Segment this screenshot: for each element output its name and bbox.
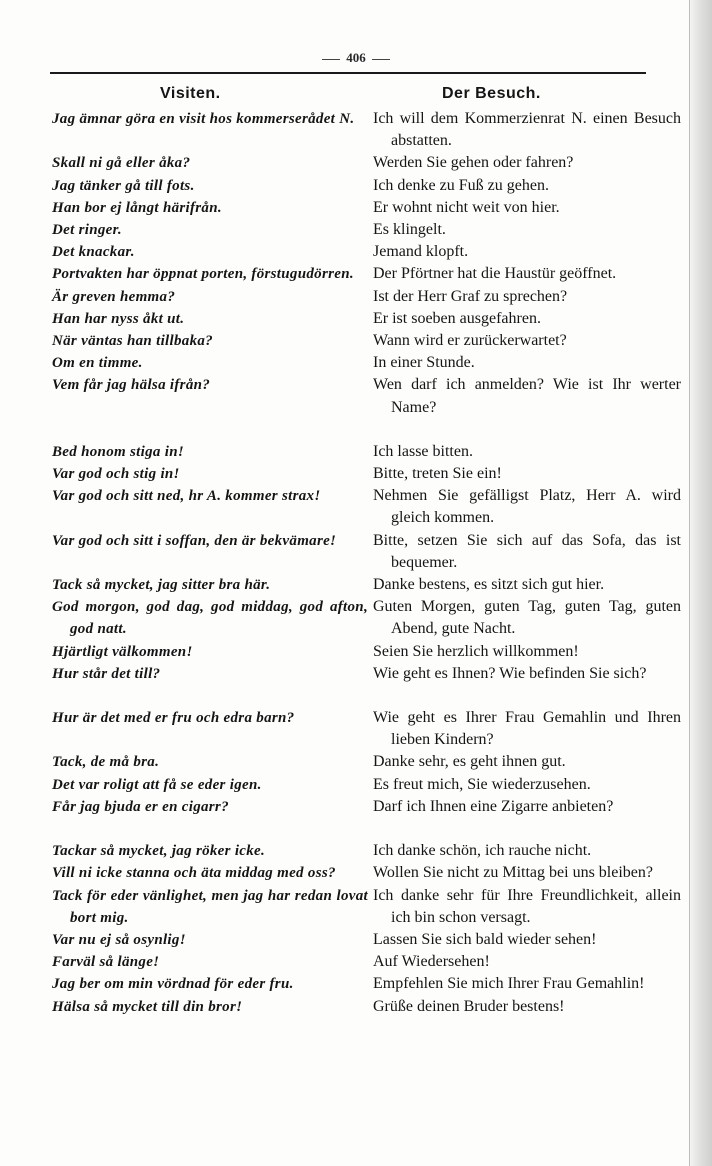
- swedish-phrase: God morgon, god dag, god middag, god afton, god natt.: [52, 599, 368, 638]
- german-phrase: Wollen Sie nicht zu Mittag bei uns bleiben?: [373, 864, 653, 882]
- phrase-row: [52, 929, 652, 951]
- phrase-row: [52, 263, 652, 285]
- german-phrase: Wann wird er zurückerwartet?: [373, 332, 567, 350]
- german-phrase: Ich lasse bitten.: [373, 442, 473, 460]
- phrase-row: [52, 330, 652, 352]
- german-phrase: Es freut mich, Sie wiederzusehen.: [373, 775, 591, 793]
- swedish-phrase: Det knackar.: [52, 244, 135, 261]
- page-edge: [689, 0, 712, 1166]
- phrase-row: [52, 707, 681, 751]
- swedish-column-heading: Visiten.: [160, 85, 221, 102]
- german-phrase: Wie geht es Ihnen? Wie befinden Sie sich?: [373, 664, 647, 682]
- phrase-row: [52, 175, 652, 197]
- swedish-phrase: Tack för eder vänlighet, men jag har redan lovat bort mig.: [52, 887, 368, 926]
- phrase-row: [52, 663, 652, 685]
- german-phrase: Er wohnt nicht weit von hier.: [373, 198, 560, 216]
- phrase-row: [52, 596, 681, 640]
- swedish-phrase: Jag tänker gå till fots.: [52, 177, 195, 194]
- swedish-phrase: Tackar så mycket, jag röker icke.: [52, 843, 266, 860]
- swedish-phrase: Det var roligt att få se eder igen.: [52, 776, 262, 793]
- german-phrase: Grüße deinen Bruder bestens!: [373, 997, 565, 1015]
- german-phrase: Ist der Herr Graf zu sprechen?: [373, 287, 568, 305]
- phrase-row: [52, 352, 652, 374]
- swedish-phrase: Hjärtligt välkommen!: [52, 643, 193, 660]
- phrase-row: [52, 862, 652, 884]
- german-phrase: Jemand klopft.: [373, 243, 469, 261]
- swedish-phrase: Hur står det till?: [52, 665, 161, 682]
- page-number-dash-left: [322, 59, 340, 60]
- german-phrase: Ich will dem Kommerzienrat N. einen Besuch abstatten.: [373, 110, 681, 150]
- german-phrase: Es klingelt.: [373, 221, 446, 239]
- german-phrase: Bitte, setzen Sie sich auf das Sofa, das ist bequemer.: [373, 531, 681, 571]
- german-phrase: Er ist soeben ausgefahren.: [373, 309, 541, 327]
- german-column-heading: Der Besuch.: [442, 85, 541, 102]
- swedish-phrase: Hälsa så mycket till din bror!: [52, 998, 243, 1015]
- swedish-phrase: Farväl så länge!: [52, 954, 160, 971]
- german-phrase: Bitte, treten Sie ein!: [373, 465, 502, 483]
- german-phrase: Guten Morgen, guten Tag, guten Tag, guten Abend, gute Nacht.: [373, 598, 681, 638]
- phrase-row: [52, 219, 652, 241]
- phrase-row: [52, 774, 652, 796]
- header-rule: [50, 72, 646, 74]
- german-phrase: Der Pförtner hat die Haustür geöffnet.: [373, 265, 617, 283]
- page-number: [0, 50, 712, 66]
- swedish-phrase: Hur är det med er fru och edra barn?: [52, 710, 295, 727]
- swedish-phrase: Får jag bjuda er en cigarr?: [52, 798, 229, 815]
- phrase-row: [52, 374, 681, 418]
- phrase-row: [52, 197, 652, 219]
- phrase-row: [52, 530, 681, 574]
- phrase-row: [52, 441, 652, 463]
- german-phrase: Auf Wiedersehen!: [373, 953, 490, 971]
- phrase-row: [52, 108, 681, 152]
- swedish-phrase: Det ringer.: [52, 222, 122, 239]
- swedish-phrase: Vem får jag hälsa ifrån?: [52, 377, 211, 394]
- phrase-row: [52, 152, 652, 174]
- swedish-phrase: Vill ni icke stanna och äta middag med oss?: [52, 865, 336, 882]
- german-phrase: Wie geht es Ihrer Frau Gemahlin und Ihren lieben Kindern?: [373, 709, 681, 749]
- phrase-list: [52, 108, 681, 1018]
- phrase-row: [52, 485, 681, 529]
- german-phrase: Darf ich Ihnen eine Zigarre anbieten?: [373, 797, 614, 815]
- page-number-text: 406: [346, 50, 366, 65]
- phrase-row: [52, 574, 652, 596]
- swedish-phrase: Tack så mycket, jag sitter bra här.: [52, 577, 271, 594]
- phrase-row: [52, 796, 652, 818]
- phrase-row: [52, 951, 652, 973]
- german-phrase: Lassen Sie sich bald wieder sehen!: [373, 930, 597, 948]
- german-phrase: Ich danke schön, ich rauche nicht.: [373, 842, 592, 860]
- phrase-row: [52, 308, 652, 330]
- phrase-row: [52, 286, 652, 308]
- swedish-phrase: Bed honom stiga in!: [52, 443, 184, 460]
- german-phrase: Nehmen Sie gefälligst Platz, Herr A. wird gleich kommen.: [373, 487, 681, 527]
- swedish-phrase: Han har nyss åkt ut.: [52, 310, 185, 327]
- swedish-phrase: Var god och stig in!: [52, 466, 180, 483]
- german-phrase: Danke sehr, es geht ihnen gut.: [373, 753, 566, 771]
- phrase-row: [52, 463, 652, 485]
- german-phrase: Ich denke zu Fuß zu gehen.: [373, 176, 549, 194]
- swedish-phrase: Portvakten har öppnat porten, förstugudörren.: [52, 266, 354, 283]
- swedish-phrase: Jag ber om min vördnad för eder fru.: [52, 976, 294, 993]
- german-phrase: In einer Stunde.: [373, 354, 475, 372]
- german-phrase: Empfehlen Sie mich Ihrer Frau Gemahlin!: [373, 975, 645, 993]
- german-phrase: Danke bestens, es sitzt sich gut hier.: [373, 576, 605, 594]
- swedish-phrase: Om en timme.: [52, 355, 143, 372]
- swedish-phrase: Var nu ej så osynlig!: [52, 931, 186, 948]
- swedish-phrase: När väntas han tillbaka?: [52, 333, 213, 350]
- phrase-row: [52, 840, 652, 862]
- german-phrase: Seien Sie herzlich willkommen!: [373, 642, 579, 660]
- swedish-phrase: Är greven hemma?: [52, 288, 176, 305]
- german-phrase: Werden Sie gehen oder fahren?: [373, 154, 574, 172]
- swedish-phrase: Var god och sitt ned, hr A. kommer strax!: [52, 488, 321, 505]
- swedish-phrase: Tack, de må bra.: [52, 754, 160, 771]
- swedish-phrase: Han bor ej långt härifrån.: [52, 199, 222, 216]
- phrase-row: [52, 885, 681, 929]
- german-phrase: Ich danke sehr für Ihre Freundlichkeit, allein ich bin schon versagt.: [373, 886, 681, 926]
- phrase-row: [52, 751, 652, 773]
- page-number-dash-right: [372, 59, 390, 60]
- swedish-phrase: Skall ni gå eller åka?: [52, 155, 191, 172]
- german-phrase: Wen darf ich anmelden? Wie ist Ihr werter Name?: [373, 376, 681, 416]
- phrase-row: [52, 241, 652, 263]
- phrase-row: [52, 996, 652, 1018]
- phrase-row: [52, 973, 652, 995]
- phrase-row: [52, 641, 652, 663]
- swedish-phrase: Jag ämnar göra en visit hos kommerserådet N.: [52, 111, 355, 127]
- swedish-phrase: Var god och sitt i soffan, den är bekvämare!: [52, 532, 337, 549]
